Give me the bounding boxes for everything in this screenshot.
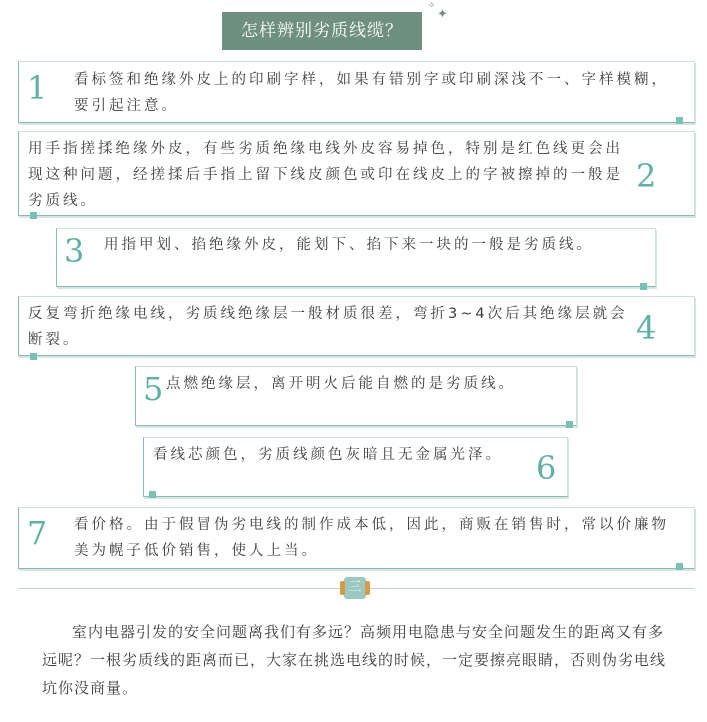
tip-card-5 — [135, 366, 577, 426]
tip-text: 用手指搓揉绝缘外皮，有些劣质绝缘电线外皮容易掉色，特别是红色线更会出现这种问题，经搓揉后手指上留下线皮颜色或印在线皮上的字被擦掉的一般是劣质线。 — [28, 141, 623, 209]
corner-marker — [566, 421, 573, 428]
page-title: 怎样辨别劣质线缆？ — [222, 12, 422, 50]
corner-marker — [30, 353, 37, 360]
tip-text: 反复弯折绝缘电线，劣质线绝缘层一般材质很差，弯折3~4次后其绝缘层就会断裂。 — [28, 306, 628, 348]
sparkle-icon: ✧ — [428, 1, 436, 11]
corner-marker — [676, 563, 683, 570]
tip-number: 3 — [64, 232, 85, 270]
tip-card-3 — [56, 228, 656, 287]
corner-marker — [676, 117, 683, 124]
scroll-icon: 三 — [344, 577, 366, 599]
corner-marker — [149, 491, 156, 498]
corner-marker — [640, 283, 647, 290]
tip-card-2 — [18, 131, 695, 216]
tip-card-1 — [18, 61, 695, 123]
tip-text: 看线芯颜色，劣质线颜色灰暗且无金属光泽。 — [153, 447, 503, 463]
tip-number: 1 — [27, 69, 48, 107]
footer-paragraph: 室内电器引发的安全问题离我们有多远？高频用电隐患与安全问题发生的距离又有多远呢？一根劣质线的距离而已，大家在挑选电线的时候，一定要擦亮眼睛，否则伪劣电线坑你没商量。 — [42, 623, 667, 697]
tip-text: 看标签和绝缘外皮上的印刷字样，如果有错别字或印刷深浅不一、字样模糊，要引起注意。 — [74, 72, 669, 114]
tip-number: 2 — [636, 157, 657, 195]
tip-text: 点燃绝缘层，离开明火后能自燃的是劣质线。 — [166, 376, 516, 392]
sparkle-icon: ✦ — [437, 7, 448, 22]
tip-card-4 — [18, 296, 695, 356]
tip-number: 6 — [536, 449, 557, 487]
tip-number: 5 — [143, 370, 164, 408]
tip-number: 4 — [636, 309, 657, 347]
tip-text: 看价格。由于假冒伪劣电线的制作成本低，因此，商贩在销售时，常以价廉物美为幌子低价销售，使人上当。 — [74, 517, 669, 559]
tip-card-6 — [143, 437, 568, 497]
tip-card-7 — [18, 507, 695, 569]
tip-text: 用指甲划、掐绝缘外皮，能划下、掐下来一块的一般是劣质线。 — [104, 237, 594, 253]
corner-marker — [30, 212, 37, 219]
tip-number: 7 — [27, 514, 48, 552]
